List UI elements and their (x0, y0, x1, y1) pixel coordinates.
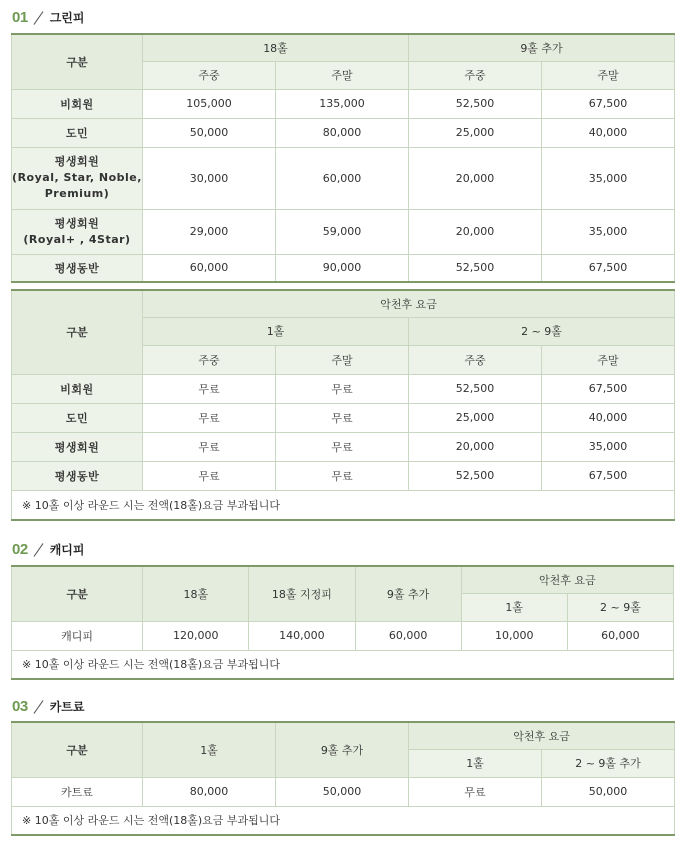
header-1-hole: 1홀 (143, 722, 276, 777)
row-label: 평생회원 (12, 432, 143, 461)
table-row (12, 254, 675, 282)
corner-header: 구분 (12, 722, 143, 777)
cell-value: 20,000 (409, 147, 542, 209)
cell-value: 25,000 (409, 118, 542, 147)
header-2-9-holes: 2 ~ 9홀 (409, 317, 675, 345)
slash-icon (34, 700, 44, 713)
cell-value: 52,500 (409, 254, 542, 282)
header-bad-weather: 악천후 요금 (409, 722, 675, 749)
header-bad-weather: 악천후 요금 (461, 566, 673, 593)
row-label: 캐디피 (12, 621, 143, 650)
header-2-9-holes-extra: 2 ~ 9홀 추가 (542, 749, 675, 777)
green-fee-weather-table (11, 289, 675, 521)
cell-value: 50,000 (143, 118, 276, 147)
cell-value: 67,500 (542, 254, 675, 282)
cell-value: 무료 (143, 461, 276, 490)
cell-value: 60,000 (567, 621, 673, 650)
header-weekend: 주말 (276, 61, 409, 89)
table-row (12, 147, 675, 209)
cell-value: 무료 (143, 374, 276, 403)
header-weekend: 주말 (542, 345, 675, 374)
section-name: 캐디피 (49, 542, 85, 557)
section-number: 01 (12, 8, 28, 26)
header-weekend: 주말 (276, 345, 409, 374)
header-18-holes-designated: 18홀 지정피 (249, 566, 355, 621)
table-row (12, 461, 675, 490)
cell-value: 50,000 (276, 777, 409, 806)
table-row (12, 777, 675, 806)
cell-value: 20,000 (409, 432, 542, 461)
header-weekday: 주중 (143, 345, 276, 374)
table-row (12, 374, 675, 403)
note-text: ※ 10홀 이상 라운드 시는 전액(18홀)요금 부과됩니다 (12, 650, 674, 679)
cell-value: 무료 (143, 432, 276, 461)
slash-icon (34, 11, 44, 24)
header-weekday: 주중 (143, 61, 276, 89)
cell-value: 60,000 (276, 147, 409, 209)
section-number: 03 (12, 697, 28, 715)
cell-value: 무료 (276, 432, 409, 461)
cell-value: 120,000 (143, 621, 249, 650)
cell-value: 80,000 (143, 777, 276, 806)
header-9-holes-extra: 9홀 추가 (276, 722, 409, 777)
cell-value: 25,000 (409, 403, 542, 432)
table-row (12, 118, 675, 147)
cell-value: 59,000 (276, 209, 409, 254)
header-1-hole: 1홀 (143, 317, 409, 345)
cell-value: 35,000 (542, 432, 675, 461)
row-label: 카트료 (12, 777, 143, 806)
cell-value: 67,500 (542, 89, 675, 118)
cell-value: 67,500 (542, 374, 675, 403)
cell-value: 52,500 (409, 374, 542, 403)
cell-value: 135,000 (276, 89, 409, 118)
slash-icon (34, 543, 44, 556)
table-row (12, 209, 675, 254)
section-name: 카트료 (49, 699, 85, 714)
cell-value: 40,000 (542, 403, 675, 432)
header-18-holes: 18홀 (143, 566, 249, 621)
header-9-holes-extra: 9홀 추가 (355, 566, 461, 621)
cell-value: 140,000 (249, 621, 355, 650)
cell-value: 무료 (276, 374, 409, 403)
caddie-fee-table (11, 565, 674, 680)
cell-value: 80,000 (276, 118, 409, 147)
row-label: 평생동반 (12, 254, 143, 282)
header-weekday: 주중 (409, 345, 542, 374)
header-weekday: 주중 (409, 61, 542, 89)
corner-header: 구분 (12, 290, 143, 374)
header-18-holes: 18홀 (143, 34, 409, 61)
green-fee-table (11, 33, 675, 283)
header-9-holes-extra: 9홀 추가 (409, 34, 675, 61)
cell-value: 52,500 (409, 89, 542, 118)
cell-value: 무료 (143, 403, 276, 432)
note-text: ※ 10홀 이상 라운드 시는 전액(18홀)요금 부과됩니다 (12, 490, 675, 520)
cell-value: 20,000 (409, 209, 542, 254)
row-label: 평생동반 (12, 461, 143, 490)
cell-value: 35,000 (542, 209, 675, 254)
corner-header: 구분 (12, 566, 143, 621)
header-weekend: 주말 (542, 61, 675, 89)
cell-value: 29,000 (143, 209, 276, 254)
table-row (12, 621, 674, 650)
row-label: 도민 (12, 118, 143, 147)
cell-value: 무료 (409, 777, 542, 806)
header-1-hole: 1홀 (409, 749, 542, 777)
cell-value: 10,000 (461, 621, 567, 650)
row-label: 평생회원 (Royal, Star, Noble, Premium) (12, 147, 143, 209)
cell-value: 35,000 (542, 147, 675, 209)
section-title-green (12, 8, 84, 26)
section-name: 그린피 (49, 10, 85, 25)
cell-value: 90,000 (276, 254, 409, 282)
section-title-caddie (12, 540, 84, 558)
row-label: 평생회원 (Royal+ , 4Star) (12, 209, 143, 254)
header-1-hole: 1홀 (461, 593, 567, 621)
table-row (12, 89, 675, 118)
row-label: 비회원 (12, 89, 143, 118)
cell-value: 52,500 (409, 461, 542, 490)
section-number: 02 (12, 540, 28, 558)
cart-fee-table (11, 721, 675, 836)
cell-value: 30,000 (143, 147, 276, 209)
cell-value: 무료 (276, 461, 409, 490)
cell-value: 67,500 (542, 461, 675, 490)
cell-value: 50,000 (542, 777, 675, 806)
cell-value: 무료 (276, 403, 409, 432)
cell-value: 40,000 (542, 118, 675, 147)
header-2-9-holes: 2 ~ 9홀 (567, 593, 673, 621)
header-bad-weather: 악천후 요금 (143, 290, 675, 317)
corner-header: 구분 (12, 34, 143, 89)
cell-value: 105,000 (143, 89, 276, 118)
section-title-cart (12, 697, 84, 715)
table-row (12, 403, 675, 432)
note-text: ※ 10홀 이상 라운드 시는 전액(18홀)요금 부과됩니다 (12, 806, 675, 835)
cell-value: 60,000 (143, 254, 276, 282)
cell-value: 60,000 (355, 621, 461, 650)
table-row (12, 432, 675, 461)
row-label: 도민 (12, 403, 143, 432)
row-label: 비회원 (12, 374, 143, 403)
